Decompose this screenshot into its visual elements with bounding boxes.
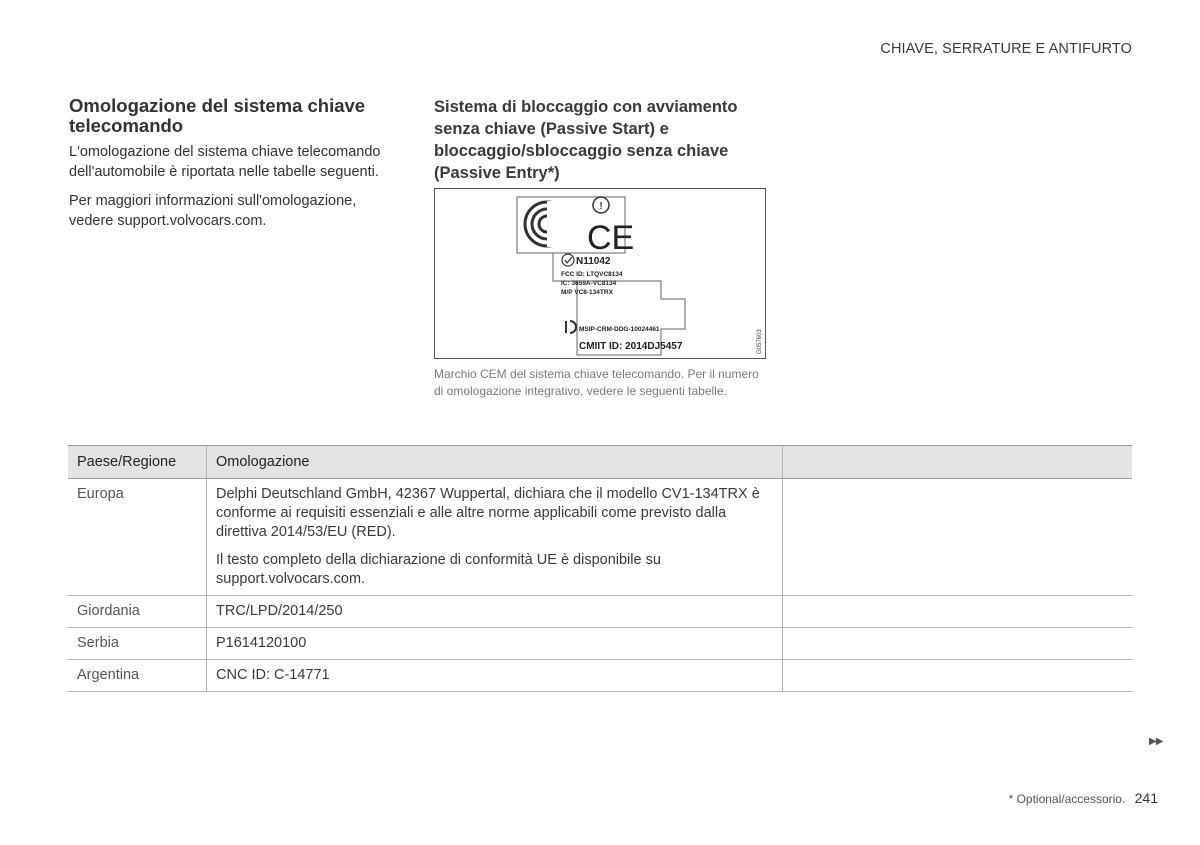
emc-label-figure (434, 188, 766, 359)
section-header: CHIAVE, SERRATURE E ANTIFURTO (880, 41, 1132, 57)
table-row (68, 660, 1132, 692)
row-approval: P1614120100 (207, 628, 783, 660)
page-number: 241 (1134, 790, 1158, 806)
label-line-1: N11042 (576, 256, 611, 267)
row-country: Serbia (68, 628, 207, 660)
approval-paragraph: Il testo completo della dichiarazione di conformità UE è disponibile su support.volvocars.com. (216, 552, 661, 587)
check-circle-icon (562, 254, 574, 266)
row-empty (783, 660, 1133, 692)
approval-table (68, 445, 1132, 692)
subsection-heading: Sistema di bloccaggio con avviamento senza chiave (Passive Start) e bloccaggio/sbloccaggio senza chiave (Passive Entry*) (434, 98, 738, 182)
header-empty (783, 446, 1133, 479)
approval-paragraph: Delphi Deutschland GmbH, 42367 Wuppertal, dichiara che il modello CV1-134TRX è conforme ai requisiti essenziali e alle altre norme applicabili come previsto dalla direttiva 2014/53/EU (RED). (216, 486, 760, 540)
table-row (68, 479, 1132, 596)
kc-mark-icon (566, 321, 576, 333)
page-footer (1009, 790, 1158, 806)
intro-paragraph: L'omologazione del sistema chiave telecomando dell'automobile è riportata nelle tabelle seguenti. (69, 144, 381, 180)
row-approval: TRC/LPD/2014/250 (207, 596, 783, 628)
header-approval: Omologazione (207, 446, 783, 479)
row-country: Europa (68, 479, 207, 596)
row-approval (207, 479, 783, 596)
header-country: Paese/Regione (68, 446, 207, 479)
label-line-2: FCC ID: LTQVC8134 (561, 271, 623, 278)
info-paragraph: Per maggiori informazioni sull'omologazione, vedere support.volvocars.com. (69, 193, 357, 229)
footer-note: * Optional/accessorio. (1008, 792, 1126, 806)
row-empty (783, 628, 1133, 660)
row-country: Giordania (68, 596, 207, 628)
table-row (68, 596, 1132, 628)
middle-column (434, 96, 769, 399)
label-line-3: IC: 3659A-VC8134 (561, 280, 617, 287)
row-empty (783, 596, 1133, 628)
label-line-4: M/P VC8-134TRX (561, 289, 613, 296)
warning-mark-icon (593, 197, 609, 213)
row-country: Argentina (68, 660, 207, 692)
figure-caption: Marchio CEM del sistema chiave telecomando. Per il numero di omologazione integrativo, vedere le seguenti tabelle. (434, 367, 759, 398)
row-approval: CNC ID: C-14771 (207, 660, 783, 692)
label-line-6: CMIIT ID: 2014DJ5457 (579, 341, 683, 352)
ncc-mark-icon (525, 201, 573, 247)
table-row (68, 628, 1132, 660)
row-empty (783, 479, 1133, 596)
double-arrow-right-icon: ▶▶ (1149, 736, 1163, 747)
svg-text:!: ! (599, 201, 603, 212)
svg-text:CE: CE (587, 219, 635, 257)
table-header-row (68, 446, 1132, 479)
figure-code: G057603 (757, 329, 763, 354)
section-heading: Omologazione del sistema chiave telecomando (69, 95, 366, 136)
label-line-5: MSIP-CRM-DDG-10024461 (579, 326, 660, 333)
ce-mark-icon (587, 219, 634, 257)
left-column (69, 96, 404, 240)
